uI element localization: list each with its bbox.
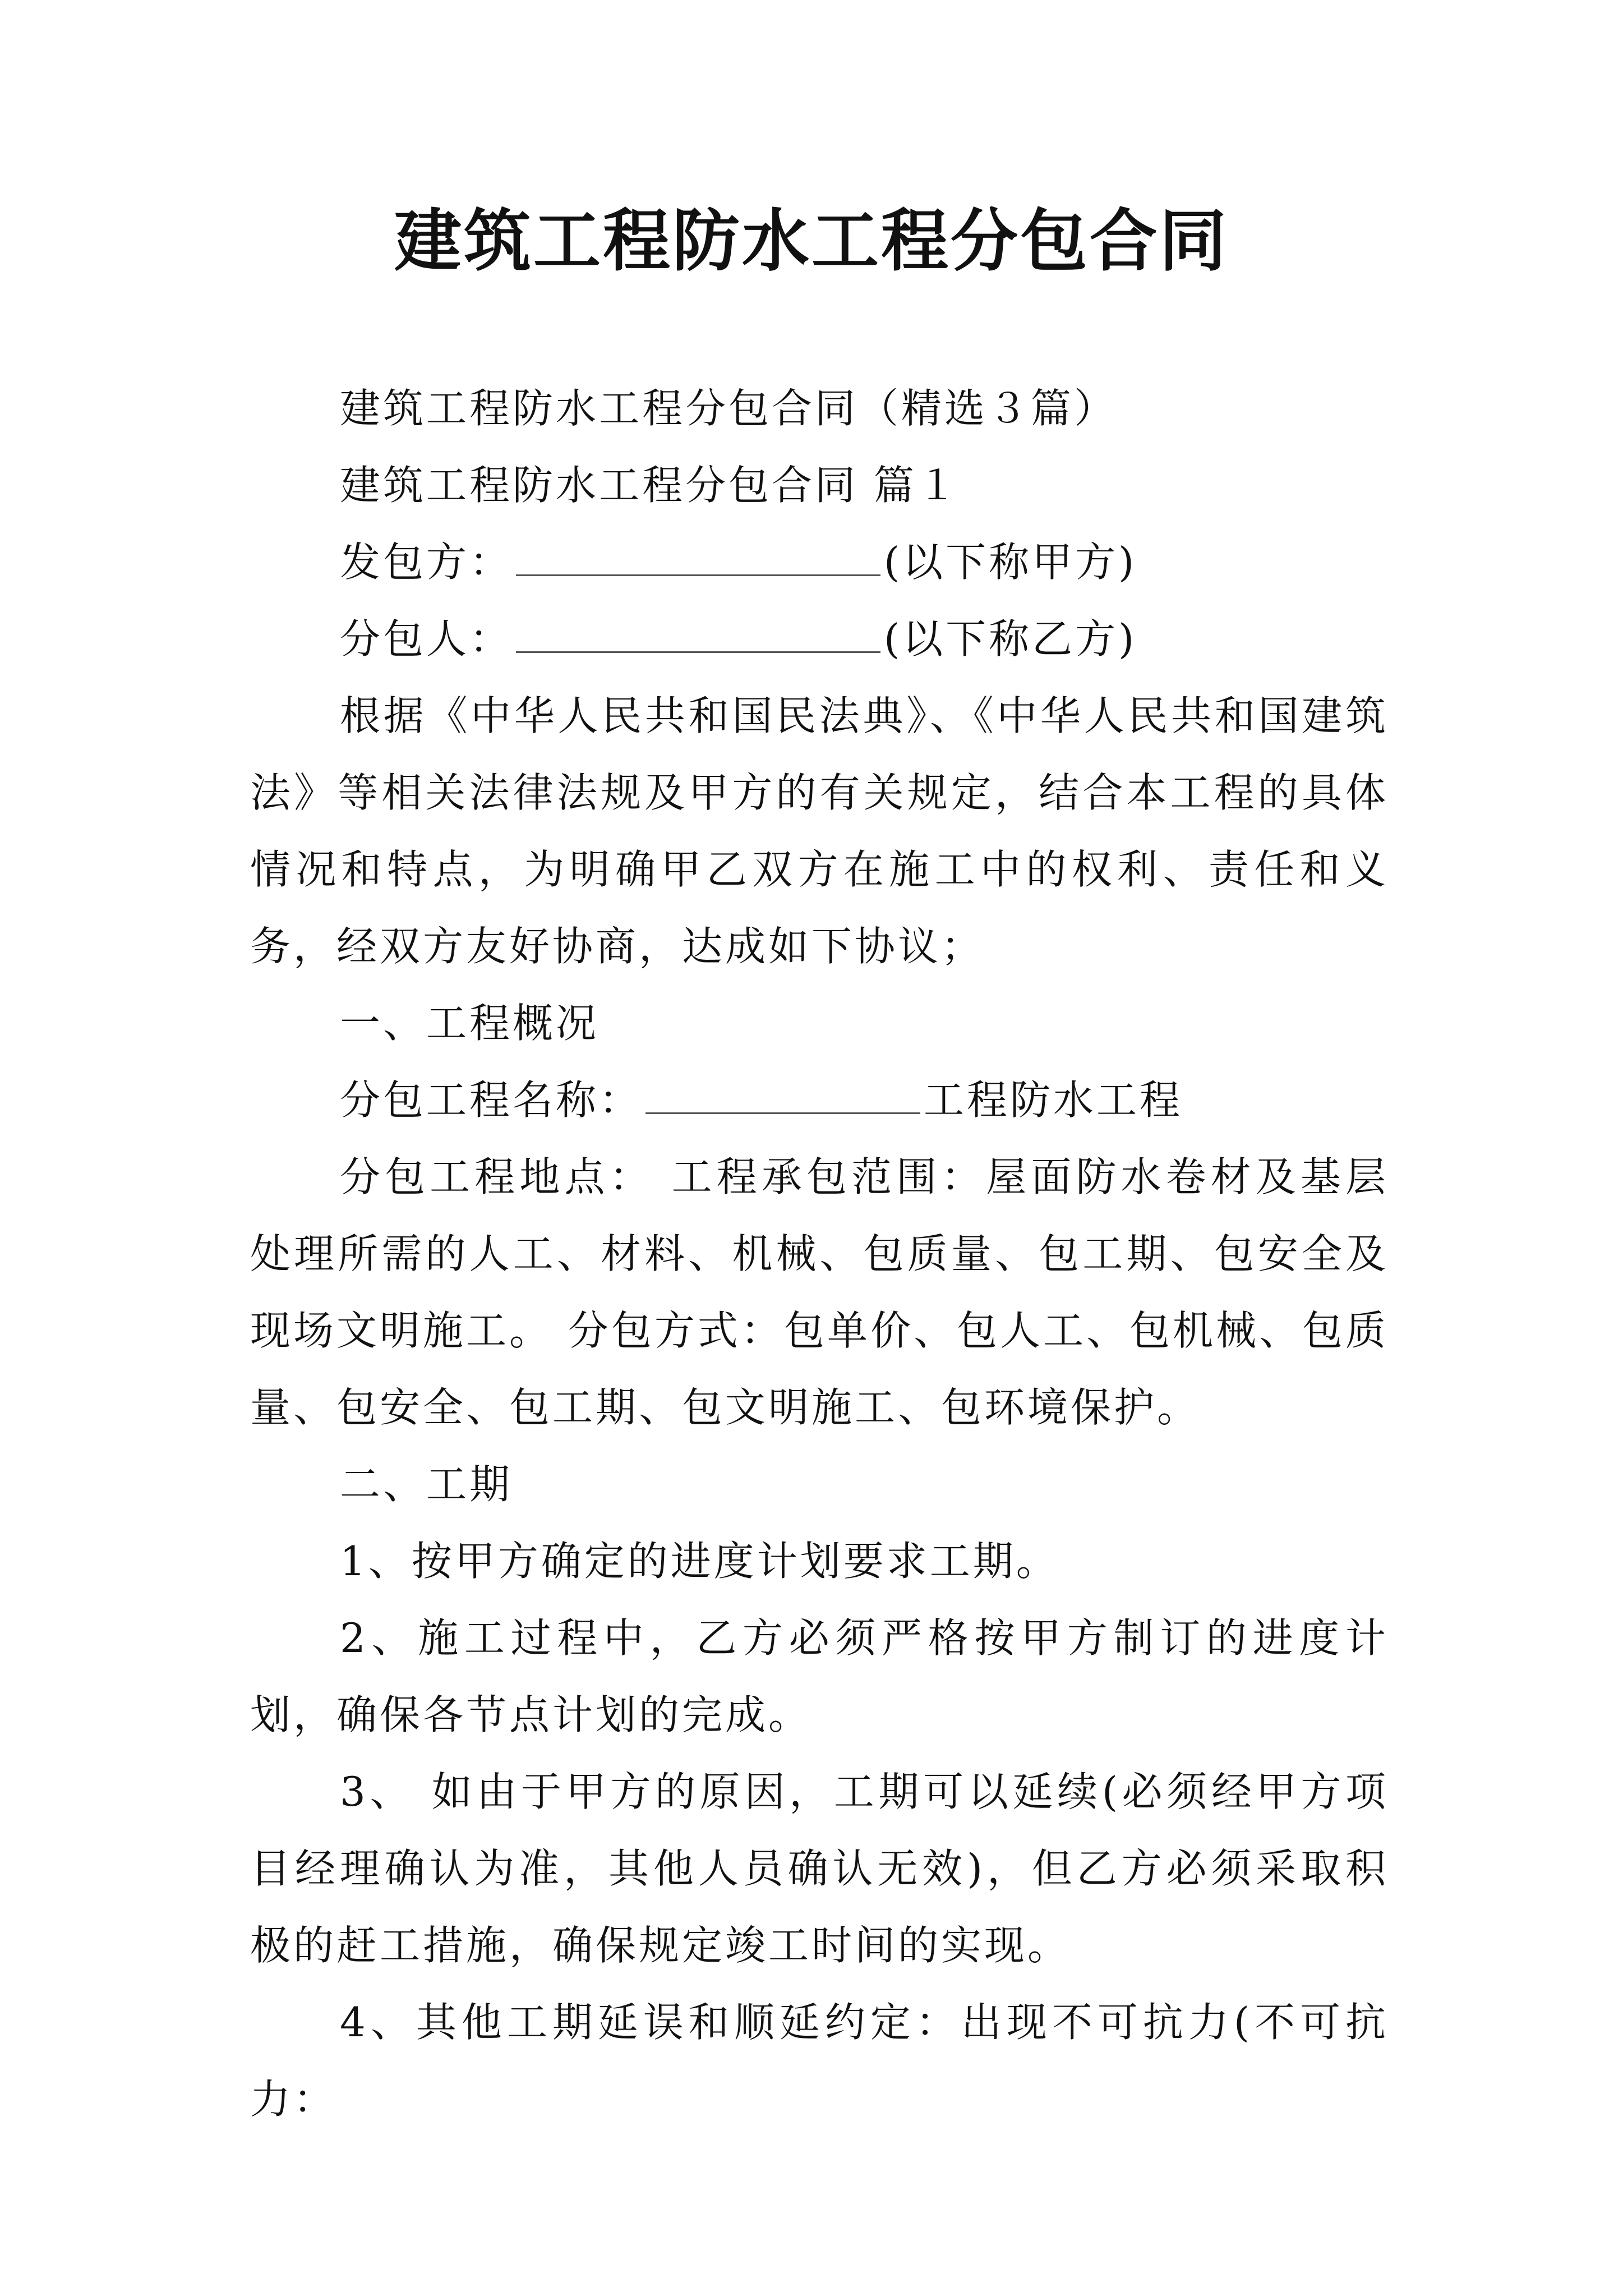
duration-item-1: 1、按甲方确定的进度计划要求工期。 [340, 1538, 1059, 1585]
document-body [250, 370, 1389, 2138]
document-title: 建筑工程防水工程分包合同 [394, 201, 1229, 280]
subcontractor-line [250, 601, 1389, 678]
employer-line [250, 524, 1389, 601]
employer-suffix: (以下称甲方) [884, 539, 1137, 586]
section-heading: 建筑工程防水工程分包合同 篇１ [340, 462, 960, 509]
subtitle: 建筑工程防水工程分包合同（精选３篇） [340, 385, 1118, 432]
subcontractor-blank [516, 618, 880, 653]
project-name-blank [645, 1079, 920, 1114]
project-name-label: 分包工程名称： [340, 1076, 643, 1124]
duration-item-4: 4、其他工期延误和顺延约定：出现不可抗力(不可抗力： [250, 1999, 1389, 2123]
employer-blank [516, 541, 880, 576]
project-name-line [250, 1062, 1389, 1139]
project-name-suffix: 工程防水工程 [924, 1076, 1183, 1124]
subcontractor-label: 分包人： [340, 615, 513, 662]
location-scope-paragraph: 分包工程地点： 工程承包范围：屋面防水卷材及基层处理所需的人工、材料、机械、包质量、包工期、包安全及现场文明施工。 分包方式：包单价、包人工、包机械、包质量、包安全、包工期、包文明施工、包环境保护。 [250, 1153, 1389, 1431]
heading-duration: 二、工期 [340, 1461, 513, 1508]
duration-item-2: 2、施工过程中，乙方必须严格按甲方制订的进度计划，确保各节点计划的完成。 [250, 1614, 1389, 1738]
intro-paragraph: 根据《中华人民共和国民法典》、《中华人民共和国建筑法》等相关法律法规及甲方的有关规定，结合本工程的具体情况和特点，为明确甲乙双方在施工中的权利、责任和义务，经双方友好协商，达成如下协议； [250, 692, 1389, 970]
heading-project-overview: 一、工程概况 [340, 1000, 600, 1047]
subcontractor-suffix: (以下称乙方) [884, 615, 1137, 662]
employer-label: 发包方： [340, 539, 513, 586]
duration-item-3: 3、 如由于甲方的原因，工期可以延续(必须经甲方项目经理确认为准，其他人员确认无效)，但乙方必须采取积极的赶工措施，确保规定竣工时间的实现。 [250, 1768, 1389, 1969]
